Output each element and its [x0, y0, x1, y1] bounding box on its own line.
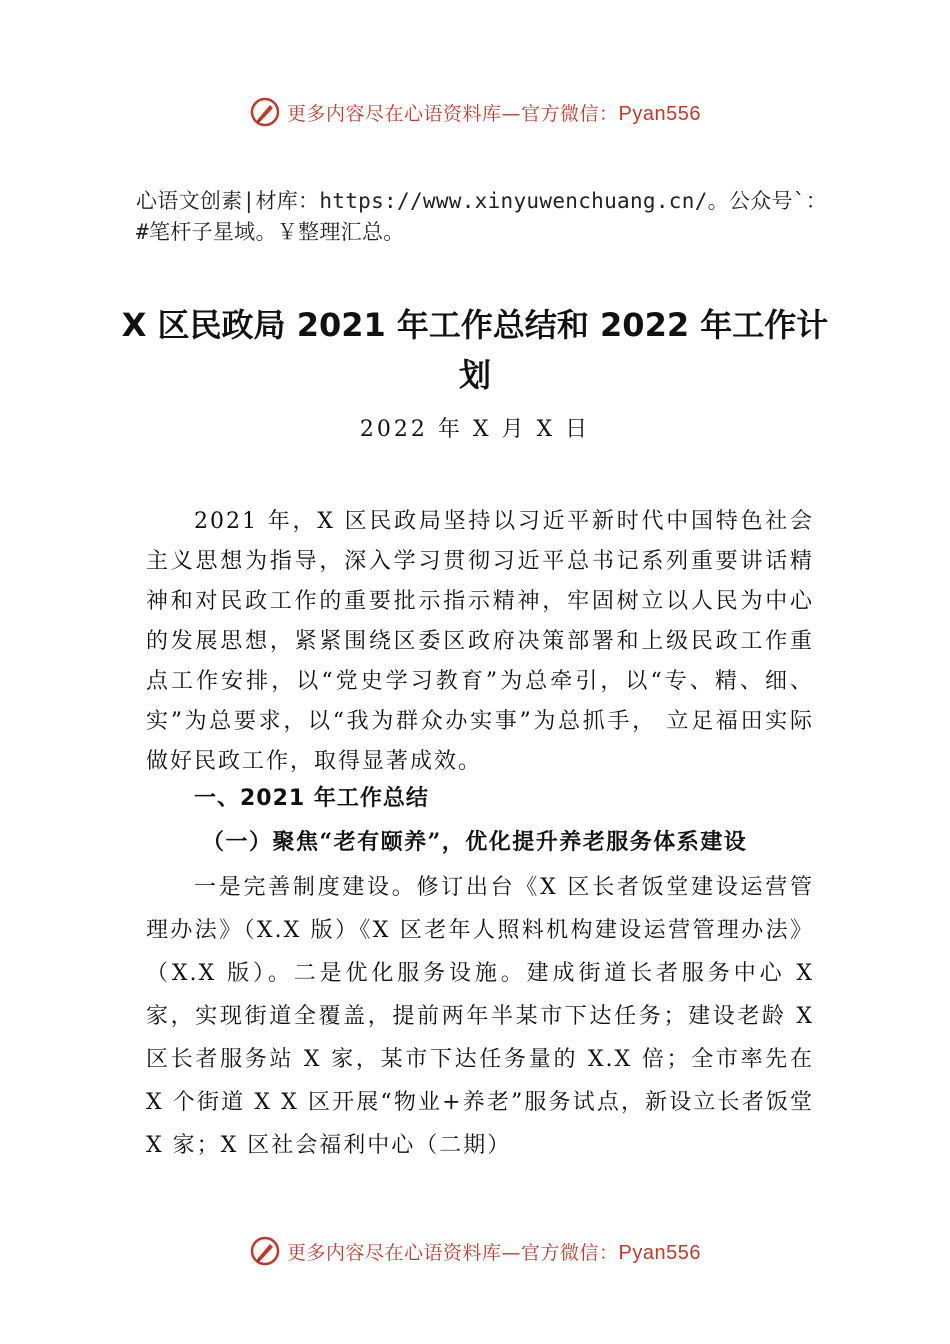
pen-logo-icon [249, 96, 281, 128]
banner-text [287, 1238, 701, 1265]
intro-paragraph: 2021 年，X 区民政局坚持以习近平新时代中国特色社会主义思想为指导，深入学习贯彻习近平总书记系列重要讲话精神和对民政工作的重要批示指示精神，牢固树立以人民为中心的发展思想，紧紧围绕区委区政府决策部署和上级民政工作重点工作安排，以“党史学习教育”为总牵引，以“专、精、细、实”为总要求，以“我为群众办实事”为总抓手， 立足福田实际做好民政工作，取得显著成效。 [146, 509, 814, 774]
source-note: 心语文创素|材库：https://www.xinyuwenchuang.cn/。公众号`：#笔杆子星域。￥整理汇总。 [136, 189, 828, 244]
document-date: 2022 年 X 月 X 日 [359, 417, 591, 442]
subsection-heading: （一）聚焦“老有颐养”，优化提升养老服务体系建设 [202, 829, 748, 855]
banner-text [287, 99, 701, 126]
banner-label: 更多内容尽在心语资料库—官方微信： [287, 102, 619, 125]
document-title: X 区民政局 2021 年工作总结和 2022 年工作计划 [121, 306, 829, 394]
header-banner [0, 96, 950, 128]
wechat-id: Pyan556 [618, 1241, 701, 1264]
footer-banner [0, 1235, 950, 1267]
banner-label: 更多内容尽在心语资料库—官方微信： [287, 1241, 619, 1264]
section-heading: 一、2021 年工作总结 [194, 786, 429, 811]
subsection-paragraph: 一是完善制度建设。修订出台《X 区长者饭堂建设运营管理办法》（X.X 版）《X 区老年人照料机构建设运营管理办法》（X.X 版）。二是优化服务设施。建成街道长者服务中心 X 家，实现街道全覆盖，提前两年半某市下达任务；建设老龄 X 区长者服务站 X 家，某市下达任务量的 X.X 倍；全市率先在 X 个街道 X X 区开展“物业+养老”服务试点，新设立长者饭堂 X 家；X 区社会福利中心（二期） [146, 875, 814, 1158]
wechat-id: Pyan556 [618, 102, 701, 125]
pen-logo-icon [249, 1235, 281, 1267]
